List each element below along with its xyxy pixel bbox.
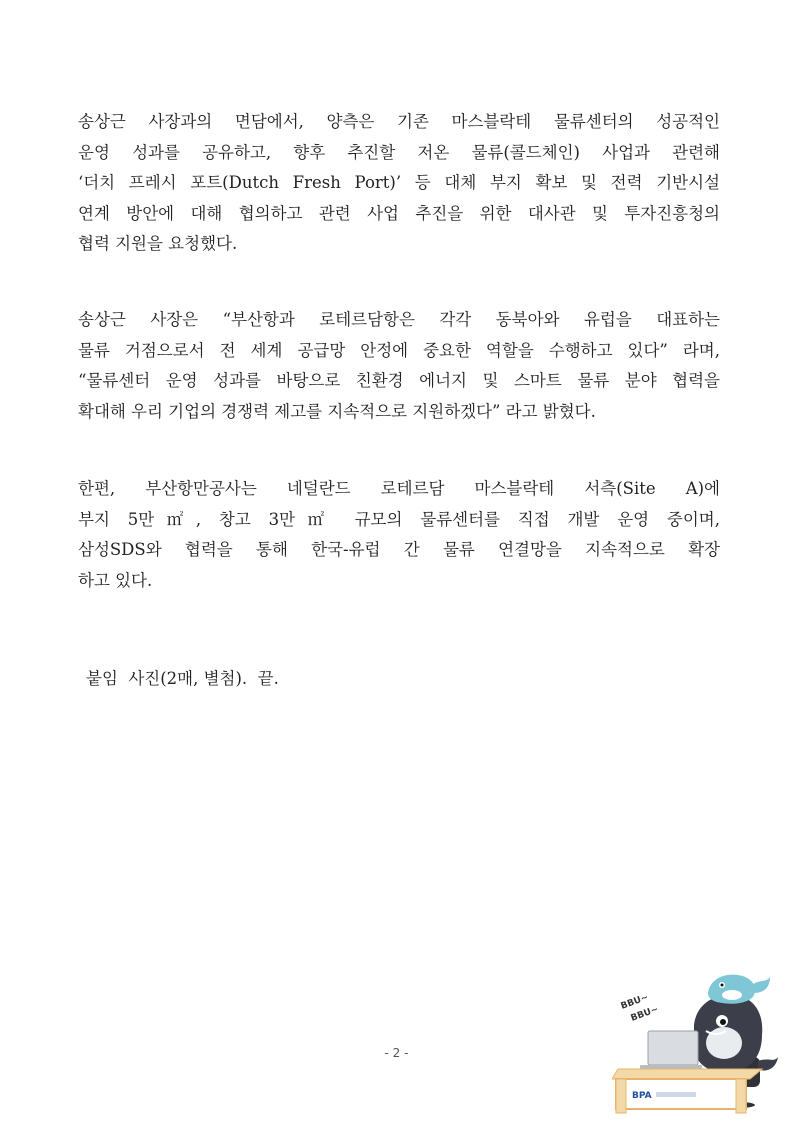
attachment-note: 붙임 사진(2매, 별첨). 끝. (86, 669, 279, 688)
text-line: 확대해 우리 기업의 경쟁력 제고를 지속적으로 지원하겠다” 라고 밝혔다. (78, 401, 596, 421)
text-line: 삼성SDS와 협력을 통해 한국-유럽 간 물류 연결망을 지속적으로 확장 (78, 540, 720, 559)
text-line: 송상근 사장과의 면담에서, 양측은 기존 마스블락테 물류센터의 성공적인 (78, 112, 720, 131)
text-line: 하고 있다. (78, 570, 153, 590)
whale-mascot-icon (694, 995, 778, 1073)
text-line: 물류 거점으로서 전 세계 공급망 안정에 중요한 역할을 수행하고 있다” 라며, (78, 340, 720, 360)
text-line: ‘더치 프레시 포트(Dutch Fresh Port)’ 등 대체 부지 확보 및 전력 기반시설 (78, 173, 720, 192)
text-line: 송상근 사장은 “부산항과 로테르담항은 각각 동북아와 유럽을 대표하는 (78, 310, 720, 329)
text-line: 부지 5만㎡, 창고 3만㎡ 규모의 물류센터를 직접 개발 운영 중이며, (78, 509, 720, 529)
text-line: 운영 성과를 공유하고, 향후 추진할 저온 물류(콜드체인) 사업과 관련해 (78, 142, 720, 162)
page-number: - 2 - (384, 1046, 409, 1060)
paragraph-logistics-center (78, 474, 720, 596)
text-line: 한편, 부산항만공사는 네덜란드 로테르담 마스블락테 서측(Site A)에 (78, 479, 720, 498)
desk-logo: BPA (632, 1091, 652, 1101)
desk-icon (612, 1069, 762, 1113)
laptop-icon (640, 1031, 702, 1069)
mascot-illustration (612, 965, 782, 1115)
text-line: 연계 방안에 대해 협의하고 관련 사업 추진을 위한 대사관 및 투자진흥청의 (78, 203, 720, 223)
text-line: “물류센터 운영 성과를 바탕으로 친환경 에너지 및 스마트 물류 분야 협력을 (78, 371, 720, 390)
paragraph-meeting-summary (78, 107, 720, 260)
paragraph-ceo-quote (78, 305, 720, 427)
bubble-text: BBU~ (619, 992, 650, 1012)
text-line: 협력 지원을 요청했다. (78, 234, 238, 253)
bubble-text-2: BBU~ (629, 1004, 660, 1024)
small-whale-icon (708, 975, 770, 1004)
